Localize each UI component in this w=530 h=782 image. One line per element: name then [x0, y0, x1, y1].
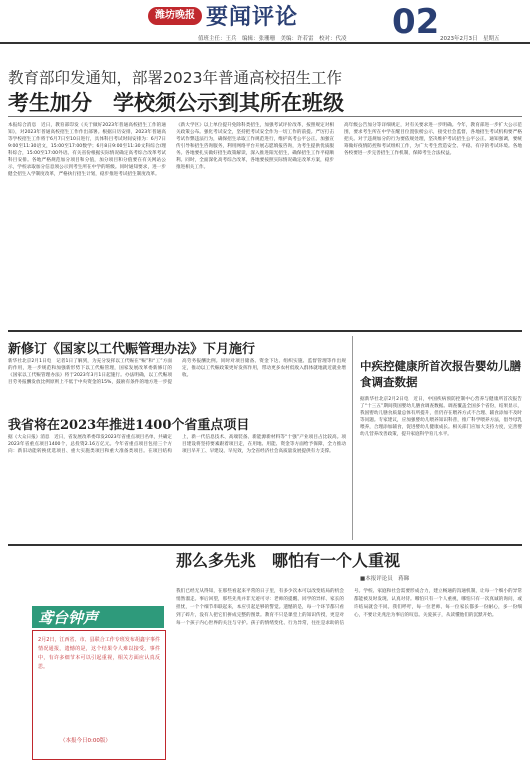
commentary-byline: ■本报评论员 蒋睇 — [360, 576, 410, 582]
column-divider — [352, 336, 353, 540]
divider — [8, 330, 522, 332]
page-number: 02 — [392, 2, 440, 42]
lead-kicker: 教育部印发通知，部署2023年普通高校招生工作 — [8, 69, 342, 87]
section-title: 要闻评论 — [206, 5, 299, 30]
newspaper-logo: 潍坊晚报 — [155, 10, 195, 21]
projects-body: 据《大众日报》消息 近日，省发展改革委印发2023年省重点项目名单，共确定2023年省重点项目1400个，总投资2.16万亿元。今年省重点项目包括三个方向：新旧动能转换优选项目、重大实施类项目和重大准备类项目。在项目结构上，新一代信息技术、高端装备、新能源新材料等“十强”产业项目占比较高。项目建设将坚持要素跟着项目走，在用地、用能、资金等方面给予保障，全力推动项目早开工、早建设、早见效，为全省经济社会高质量发展提供有力支撑。 — [8, 435, 346, 454]
divider — [8, 544, 522, 546]
editor-line: 值班主任：王兵 编辑：张珊珊 美编：许若雷 校对：代凌 — [198, 36, 347, 42]
lead-column-1: 本报综合消息 近日，教育部印发《关于做好2023年普通高校招生工作的通知》，对2023年普通高校招生工作作出部署。根据日历安排，2023年普通高等学校招生工作将于6月7日至10日进行，具体科目考试时间安排为：6月7日9:00至11:30语文，15:00至17:00数学；6月8日9:00至11:30文科综合/理科综合，15:00至17:00外语。有关省份根据实际情况确定高考综合改革考试科目安排。各地严格规范加分项目和分值，加分项目和分值要在有关网站公示，学校录取加分信息须公示到考生所在中学的班级。同时通知要求，进一步健全招生入学制度改革，严格执行招生计划，稳步推进考试招生制度改革。 — [8, 123, 166, 177]
side-headline: 中疾控健康所首次报告婴幼儿膳食调查数据 — [360, 359, 521, 389]
column-badge-label: 鸢台钟声 — [38, 609, 99, 627]
commentary-body: 我们已经无从得知，在那些看起来平常的日子里，有多少次本可以改变结局的机会悄然溜走。事后回望，那些先兆并非无迹可寻：老师的提醒、同学的异样、家长的担忧，一个个细节串联起来，本应引起足够的警觉。遗憾的是，每一个环节都只看到了碎片，没有人把它们拼成完整的图景。教育不只是课堂上的知识传授，更是对每一个孩子内心世界的关注与守护。孩子的情绪变化、行为异常，往往是求助的信号。学校、家庭和社会需要形成合力，建立畅通的沟通机制，让每一个细小的异常都能被及时发现、认真对待。哪怕只有一个人重视，哪怕只有一次真诚的询问，或许结局就会不同。我们呼吁，每一位老师、每一位家长都多一份耐心，多一份细心，不要让先兆沦为事后的叹息。关爱孩子，从读懂他们的沉默开始。 — [176, 589, 522, 626]
newspaper-logo-icon — [148, 7, 202, 25]
lead-headline: 考生加分 学校须公示到其所在班级 — [8, 90, 344, 115]
commentary-headline: 那么多先兆 哪怕有一个人重视 — [176, 551, 401, 570]
issue-date: 2023年2月3日 星期五 — [440, 36, 500, 42]
side-body: 据新华社北京2月2日电 近日，中国疾病预防控制中心营养与健康所首次报告了“十三五”期间我国婴幼儿膳食调查数据。调查覆盖全国多个省份，结果显示，我国婴幼儿膳食质量总体有所提升，但仍存在喂养方式不合理、辅食添加不及时等问题。专家建议，应加强婴幼儿喂养知识科普，推广科学喂养方法，倡导母乳喂养，合理添加辅食，促进婴幼儿健康成长。相关部门应加大支持力度，完善婴幼儿营养改善政策，提升家庭科学育儿水平。 — [360, 397, 522, 437]
regulation-body: 新华社北京2月1日电 记者1日了解到，为充分发挥以工代赈在“赈”和“工”方面的作用，进一步规范和加强新形势下以工代赈管理，国家发展改革委新修订的《国家以工代赈管理办法》将于2023年3月1日起施行。办法明确，以工代赈项目劳务报酬发放比例原则上不低于中央资金的15%，鼓励有条件的地方进一步提高劳务报酬比例。同时对项目储备、资金下达、组织实施、监督管理等作出规定，推动以工代赈政策更好发挥作用，带动更多农村低收入群体就地就近就业增收。 — [8, 359, 346, 385]
lead-column-3: 高年级公告加分等详细规定，对有关要求进一步明确。今年，教育部进一步扩大公示范围，要求考生所在中学在醒目位置张榜公示，接受社会监督，各地招生考试机构要严格把关。对于违规加分的行为要依规处理，坚决维护考试招生公平公正。通知强调，要统筹做好疫情防控和考试组织工作，为广大考生营造安全、平稳、有序的考试环境。各地各校要进一步完善招生工作机制，保障考生合法权益。 — [344, 123, 522, 156]
projects-headline: 我省将在2023年推进1400个省重点项目 — [8, 418, 250, 433]
regulation-headline: 新修订《国家以工代赈管理办法》下月施行 — [8, 342, 256, 357]
quote-source: （本报今日0:00版） — [60, 738, 111, 744]
lead-column-2: 《新大学区》以上单位提升免除科类招生，加强考试评价改革，按照规定对相关政策公布。强化考试安全，坚持把考试安全作为一切工作的前提。严厉打击考试作弊违法行为，确保招生录取工作规范进行，维护高考公平公正。加强宣传引导和招生咨询服务，利用网络平台开展志愿填报咨询，为考生提供优质服务。各地要扎实做好招生政策解读，深入推进阳光招生，确保招生工作平稳顺利。同时，全面深化高考综合改革，各地要按照实际情况确定改革方案，稳步推进相关工作。 — [176, 123, 334, 170]
quote-text: 2月2日，江西省、市、县联合工作专班发布胡鑫宇事件情况通报，遗憾的是，这个结果令人难以接受。事件中，有许多细节本可以引起重视，相关方面应认真反思。 — [38, 637, 160, 670]
divider — [8, 116, 522, 117]
